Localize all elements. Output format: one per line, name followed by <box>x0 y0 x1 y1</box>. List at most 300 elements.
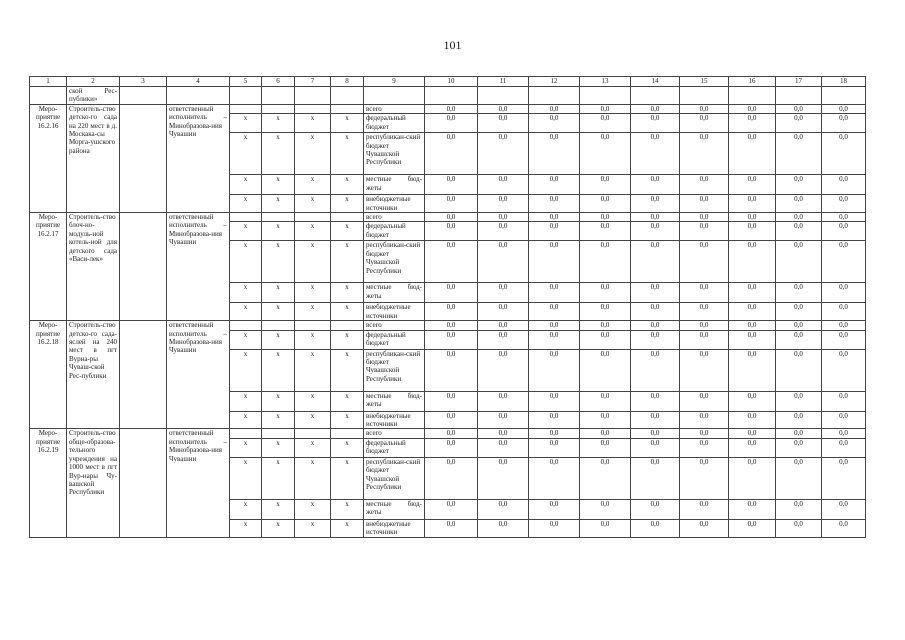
amount-cell: 0,0 <box>631 114 680 133</box>
amount-cell: 0,0 <box>425 241 478 283</box>
code-cell: х <box>295 330 331 349</box>
code-cell: х <box>331 330 364 349</box>
amount-cell: 0,0 <box>729 222 776 241</box>
amount-cell: 0,0 <box>631 429 680 438</box>
table-cell <box>364 87 425 105</box>
amount-cell: 0,0 <box>580 104 631 113</box>
funding-row <box>30 104 866 113</box>
amount-cell: 0,0 <box>729 349 776 391</box>
amount-cell: 0,0 <box>729 114 776 133</box>
code-cell: х <box>262 457 295 499</box>
funding-source: федеральный бюджет <box>364 114 425 133</box>
amount-cell: 0,0 <box>478 114 529 133</box>
amount-cell: 0,0 <box>425 519 478 537</box>
amount-cell: 0,0 <box>631 133 680 175</box>
amount-cell: 0,0 <box>729 429 776 438</box>
code-cell: х <box>295 438 331 457</box>
code-cell <box>331 213 364 222</box>
table-cell <box>680 87 729 105</box>
amount-cell: 0,0 <box>580 213 631 222</box>
amount-cell: 0,0 <box>425 330 478 349</box>
table-cell <box>631 87 680 105</box>
amount-cell: 0,0 <box>729 499 776 519</box>
code-cell: х <box>230 411 262 429</box>
code-cell: х <box>262 133 295 175</box>
amount-cell: 0,0 <box>631 391 680 411</box>
column-number: 10 <box>425 77 478 87</box>
code-cell: х <box>230 457 262 499</box>
funding-source: всего <box>364 213 425 222</box>
amount-cell: 0,0 <box>776 411 822 429</box>
amount-cell: 0,0 <box>478 457 529 499</box>
amount-cell: 0,0 <box>478 213 529 222</box>
amount-cell: 0,0 <box>822 349 866 391</box>
funding-source: внебюджетные источники <box>364 303 425 321</box>
amount-cell: 0,0 <box>425 104 478 113</box>
table-cell <box>478 87 529 105</box>
amount-cell: 0,0 <box>425 321 478 330</box>
amount-cell: 0,0 <box>529 391 580 411</box>
amount-cell: 0,0 <box>680 411 729 429</box>
amount-cell: 0,0 <box>425 213 478 222</box>
amount-cell: 0,0 <box>425 438 478 457</box>
continuation-row <box>30 87 866 105</box>
amount-cell: 0,0 <box>680 349 729 391</box>
code-cell: х <box>331 222 364 241</box>
column-number: 14 <box>631 77 680 87</box>
event-name: Строитель-ство детско-го сада-яслей на 240 мест в пгт Вурна-ры Чуваш-ской Рес-публики <box>67 321 120 429</box>
code-cell: х <box>262 114 295 133</box>
amount-cell: 0,0 <box>680 429 729 438</box>
table-cell <box>729 87 776 105</box>
code-cell <box>331 104 364 113</box>
code-cell: х <box>331 457 364 499</box>
amount-cell: 0,0 <box>822 411 866 429</box>
amount-cell: 0,0 <box>776 391 822 411</box>
amount-cell: 0,0 <box>729 283 776 303</box>
amount-cell: 0,0 <box>529 519 580 537</box>
code-cell: х <box>262 438 295 457</box>
amount-cell: 0,0 <box>631 303 680 321</box>
amount-cell: 0,0 <box>478 519 529 537</box>
amount-cell: 0,0 <box>425 391 478 411</box>
amount-cell: 0,0 <box>776 133 822 175</box>
amount-cell: 0,0 <box>729 175 776 195</box>
funding-source: федеральный бюджет <box>364 438 425 457</box>
amount-cell: 0,0 <box>529 330 580 349</box>
funding-source: местные бюд-жеты <box>364 175 425 195</box>
table-cell <box>331 87 364 105</box>
amount-cell: 0,0 <box>822 438 866 457</box>
column-number: 13 <box>580 77 631 87</box>
amount-cell: 0,0 <box>729 519 776 537</box>
table-cell <box>120 87 167 105</box>
code-cell: х <box>295 114 331 133</box>
code-cell: х <box>230 283 262 303</box>
amount-cell: 0,0 <box>425 133 478 175</box>
code-cell: х <box>295 349 331 391</box>
column-number: 6 <box>262 77 295 87</box>
code-cell: х <box>295 175 331 195</box>
table-cell <box>529 87 580 105</box>
amount-cell: 0,0 <box>580 114 631 133</box>
funding-source: местные бюд-жеты <box>364 283 425 303</box>
amount-cell: 0,0 <box>776 213 822 222</box>
funding-source: местные бюд-жеты <box>364 499 425 519</box>
code-cell <box>230 321 262 330</box>
amount-cell: 0,0 <box>580 429 631 438</box>
column-number: 12 <box>529 77 580 87</box>
event-label: Меро-приятие 16.2.17 <box>30 213 67 321</box>
code-cell: х <box>262 499 295 519</box>
event-executor: ответственный исполнитель – Минобразова-ния Чувашии <box>167 429 230 537</box>
code-cell: х <box>331 519 364 537</box>
amount-cell: 0,0 <box>580 519 631 537</box>
table-body <box>30 77 866 538</box>
amount-cell: 0,0 <box>822 429 866 438</box>
amount-cell: 0,0 <box>776 429 822 438</box>
code-cell <box>331 429 364 438</box>
amount-cell: 0,0 <box>529 195 580 213</box>
amount-cell: 0,0 <box>680 222 729 241</box>
amount-cell: 0,0 <box>680 283 729 303</box>
amount-cell: 0,0 <box>529 429 580 438</box>
amount-cell: 0,0 <box>478 195 529 213</box>
code-cell: х <box>331 303 364 321</box>
amount-cell: 0,0 <box>580 283 631 303</box>
column-number: 11 <box>478 77 529 87</box>
amount-cell: 0,0 <box>776 330 822 349</box>
amount-cell: 0,0 <box>478 133 529 175</box>
code-cell <box>230 429 262 438</box>
amount-cell: 0,0 <box>631 330 680 349</box>
amount-cell: 0,0 <box>478 349 529 391</box>
column-number-row <box>30 77 866 87</box>
amount-cell: 0,0 <box>729 133 776 175</box>
amount-cell: 0,0 <box>822 195 866 213</box>
funding-source: республикан-ский бюджет Чувашской Республики <box>364 349 425 391</box>
amount-cell: 0,0 <box>631 175 680 195</box>
amount-cell: 0,0 <box>680 391 729 411</box>
amount-cell: 0,0 <box>580 330 631 349</box>
amount-cell: 0,0 <box>478 283 529 303</box>
code-cell: х <box>295 195 331 213</box>
amount-cell: 0,0 <box>425 499 478 519</box>
code-cell: х <box>295 519 331 537</box>
amount-cell: 0,0 <box>776 114 822 133</box>
code-cell: х <box>295 499 331 519</box>
amount-cell: 0,0 <box>822 391 866 411</box>
amount-cell: 0,0 <box>478 303 529 321</box>
funding-source: республикан-ский бюджет Чувашской Республики <box>364 457 425 499</box>
amount-cell: 0,0 <box>680 321 729 330</box>
amount-cell: 0,0 <box>529 457 580 499</box>
amount-cell: 0,0 <box>680 519 729 537</box>
code-cell: х <box>295 241 331 283</box>
amount-cell: 0,0 <box>822 457 866 499</box>
code-cell: х <box>262 349 295 391</box>
code-cell: х <box>230 303 262 321</box>
amount-cell: 0,0 <box>822 114 866 133</box>
event-co-executor <box>120 429 167 537</box>
amount-cell: 0,0 <box>822 330 866 349</box>
code-cell: х <box>230 195 262 213</box>
amount-cell: 0,0 <box>680 303 729 321</box>
code-cell <box>295 104 331 113</box>
amount-cell: 0,0 <box>425 457 478 499</box>
funding-row <box>30 321 866 330</box>
amount-cell: 0,0 <box>729 438 776 457</box>
funding-source: внебюджетные источники <box>364 411 425 429</box>
amount-cell: 0,0 <box>580 222 631 241</box>
amount-cell: 0,0 <box>425 303 478 321</box>
funding-source: федеральный бюджет <box>364 330 425 349</box>
code-cell <box>295 429 331 438</box>
amount-cell: 0,0 <box>478 499 529 519</box>
event-name: Строитель-ство обще-образова-тельного учреждения на 1000 мест в пгт Вур-нары Чу-вашской Республики <box>67 429 120 537</box>
code-cell: х <box>295 411 331 429</box>
amount-cell: 0,0 <box>425 114 478 133</box>
amount-cell: 0,0 <box>680 457 729 499</box>
code-cell <box>230 213 262 222</box>
code-cell: х <box>230 438 262 457</box>
table-cell <box>230 87 262 105</box>
table-cell <box>295 87 331 105</box>
event-executor: ответственный исполнитель – Минобразова-ния Чувашии <box>167 213 230 321</box>
amount-cell: 0,0 <box>580 241 631 283</box>
event-co-executor <box>120 104 167 212</box>
amount-cell: 0,0 <box>631 321 680 330</box>
amount-cell: 0,0 <box>478 438 529 457</box>
amount-cell: 0,0 <box>729 411 776 429</box>
amount-cell: 0,0 <box>680 438 729 457</box>
amount-cell: 0,0 <box>776 457 822 499</box>
code-cell: х <box>230 330 262 349</box>
amount-cell: 0,0 <box>680 104 729 113</box>
amount-cell: 0,0 <box>529 213 580 222</box>
code-cell: х <box>331 114 364 133</box>
table-cell <box>822 87 866 105</box>
amount-cell: 0,0 <box>822 133 866 175</box>
amount-cell: 0,0 <box>529 283 580 303</box>
amount-cell: 0,0 <box>529 222 580 241</box>
funding-row <box>30 213 866 222</box>
event-executor: ответственный исполнитель – Минобразова-ния Чувашии <box>167 321 230 429</box>
amount-cell: 0,0 <box>529 241 580 283</box>
amount-cell: 0,0 <box>776 519 822 537</box>
funding-table <box>29 76 866 538</box>
amount-cell: 0,0 <box>478 241 529 283</box>
amount-cell: 0,0 <box>631 411 680 429</box>
amount-cell: 0,0 <box>822 222 866 241</box>
amount-cell: 0,0 <box>529 175 580 195</box>
event-name: Строитель-ство детско-го сада на 220 мест в д. Москака-сы Морга-ушского района <box>67 104 120 212</box>
amount-cell: 0,0 <box>822 303 866 321</box>
code-cell <box>262 213 295 222</box>
code-cell: х <box>331 241 364 283</box>
funding-source: федеральный бюджет <box>364 222 425 241</box>
amount-cell: 0,0 <box>680 133 729 175</box>
code-cell: х <box>230 349 262 391</box>
column-number: 2 <box>67 77 120 87</box>
amount-cell: 0,0 <box>529 349 580 391</box>
amount-cell: 0,0 <box>631 438 680 457</box>
amount-cell: 0,0 <box>729 195 776 213</box>
amount-cell: 0,0 <box>680 241 729 283</box>
amount-cell: 0,0 <box>680 175 729 195</box>
code-cell: х <box>230 133 262 175</box>
code-cell: х <box>230 241 262 283</box>
amount-cell: 0,0 <box>729 213 776 222</box>
funding-source: внебюджетные источники <box>364 195 425 213</box>
code-cell: х <box>262 519 295 537</box>
funding-source: внебюджетные источники <box>364 519 425 537</box>
amount-cell: 0,0 <box>776 349 822 391</box>
code-cell: х <box>331 175 364 195</box>
amount-cell: 0,0 <box>425 429 478 438</box>
event-label: Меро-приятие 16.2.16 <box>30 104 67 212</box>
amount-cell: 0,0 <box>478 330 529 349</box>
amount-cell: 0,0 <box>776 283 822 303</box>
code-cell: х <box>331 438 364 457</box>
amount-cell: 0,0 <box>580 391 631 411</box>
funding-source: всего <box>364 429 425 438</box>
amount-cell: 0,0 <box>425 349 478 391</box>
code-cell <box>331 321 364 330</box>
amount-cell: 0,0 <box>529 104 580 113</box>
column-number: 7 <box>295 77 331 87</box>
code-cell: х <box>230 114 262 133</box>
amount-cell: 0,0 <box>478 104 529 113</box>
amount-cell: 0,0 <box>631 499 680 519</box>
column-number: 5 <box>230 77 262 87</box>
code-cell: х <box>262 175 295 195</box>
amount-cell: 0,0 <box>631 283 680 303</box>
code-cell: х <box>295 457 331 499</box>
code-cell: х <box>331 499 364 519</box>
code-cell: х <box>262 391 295 411</box>
code-cell: х <box>331 195 364 213</box>
event-executor: ответственный исполнитель – Минобразова-ния Чувашии <box>167 104 230 212</box>
funding-source: республикан-ский бюджет Чувашской Республики <box>364 241 425 283</box>
amount-cell: 0,0 <box>822 104 866 113</box>
amount-cell: 0,0 <box>580 133 631 175</box>
funding-source: всего <box>364 321 425 330</box>
amount-cell: 0,0 <box>680 499 729 519</box>
amount-cell: 0,0 <box>425 222 478 241</box>
amount-cell: 0,0 <box>729 321 776 330</box>
funding-row <box>30 429 866 438</box>
event-co-executor <box>120 321 167 429</box>
amount-cell: 0,0 <box>580 457 631 499</box>
amount-cell: 0,0 <box>729 457 776 499</box>
code-cell: х <box>331 391 364 411</box>
table-cell <box>776 87 822 105</box>
code-cell: х <box>230 499 262 519</box>
code-cell: х <box>331 283 364 303</box>
amount-cell: 0,0 <box>631 519 680 537</box>
funding-source: местные бюд-жеты <box>364 391 425 411</box>
table-cell <box>30 87 67 105</box>
code-cell: х <box>262 283 295 303</box>
code-cell <box>262 104 295 113</box>
amount-cell: 0,0 <box>680 213 729 222</box>
amount-cell: 0,0 <box>822 499 866 519</box>
amount-cell: 0,0 <box>822 283 866 303</box>
amount-cell: 0,0 <box>425 283 478 303</box>
amount-cell: 0,0 <box>680 330 729 349</box>
code-cell: х <box>295 303 331 321</box>
amount-cell: 0,0 <box>822 213 866 222</box>
amount-cell: 0,0 <box>776 321 822 330</box>
amount-cell: 0,0 <box>729 104 776 113</box>
amount-cell: 0,0 <box>631 104 680 113</box>
event-label: Меро-приятие 16.2.19 <box>30 429 67 537</box>
amount-cell: 0,0 <box>822 241 866 283</box>
table-cell <box>167 87 230 105</box>
table-cell <box>425 87 478 105</box>
column-number: 3 <box>120 77 167 87</box>
table-cell <box>262 87 295 105</box>
amount-cell: 0,0 <box>529 114 580 133</box>
table-cell <box>580 87 631 105</box>
amount-cell: 0,0 <box>580 321 631 330</box>
amount-cell: 0,0 <box>631 222 680 241</box>
amount-cell: 0,0 <box>478 411 529 429</box>
code-cell <box>295 213 331 222</box>
amount-cell: 0,0 <box>580 303 631 321</box>
amount-cell: 0,0 <box>776 222 822 241</box>
code-cell: х <box>295 283 331 303</box>
amount-cell: 0,0 <box>822 519 866 537</box>
amount-cell: 0,0 <box>478 321 529 330</box>
code-cell: х <box>331 133 364 175</box>
code-cell: х <box>262 303 295 321</box>
amount-cell: 0,0 <box>425 195 478 213</box>
amount-cell: 0,0 <box>776 104 822 113</box>
amount-cell: 0,0 <box>631 213 680 222</box>
amount-cell: 0,0 <box>631 457 680 499</box>
code-cell: х <box>331 411 364 429</box>
code-cell: х <box>295 391 331 411</box>
amount-cell: 0,0 <box>776 438 822 457</box>
funding-source: всего <box>364 104 425 113</box>
code-cell: х <box>262 195 295 213</box>
amount-cell: 0,0 <box>729 391 776 411</box>
amount-cell: 0,0 <box>776 241 822 283</box>
amount-cell: 0,0 <box>729 303 776 321</box>
amount-cell: 0,0 <box>478 429 529 438</box>
amount-cell: 0,0 <box>580 411 631 429</box>
code-cell: х <box>262 411 295 429</box>
amount-cell: 0,0 <box>776 499 822 519</box>
code-cell <box>262 321 295 330</box>
amount-cell: 0,0 <box>425 411 478 429</box>
amount-cell: 0,0 <box>580 438 631 457</box>
amount-cell: 0,0 <box>822 321 866 330</box>
amount-cell: 0,0 <box>776 303 822 321</box>
column-number: 1 <box>30 77 67 87</box>
amount-cell: 0,0 <box>776 175 822 195</box>
column-number: 8 <box>331 77 364 87</box>
event-name: Строитель-ство блоч-но-модуль-ной котель-ной для детского сада «Васи-лек» <box>67 213 120 321</box>
code-cell: х <box>262 222 295 241</box>
amount-cell: 0,0 <box>822 175 866 195</box>
column-number: 16 <box>729 77 776 87</box>
event-co-executor <box>120 213 167 321</box>
amount-cell: 0,0 <box>580 499 631 519</box>
amount-cell: 0,0 <box>529 499 580 519</box>
